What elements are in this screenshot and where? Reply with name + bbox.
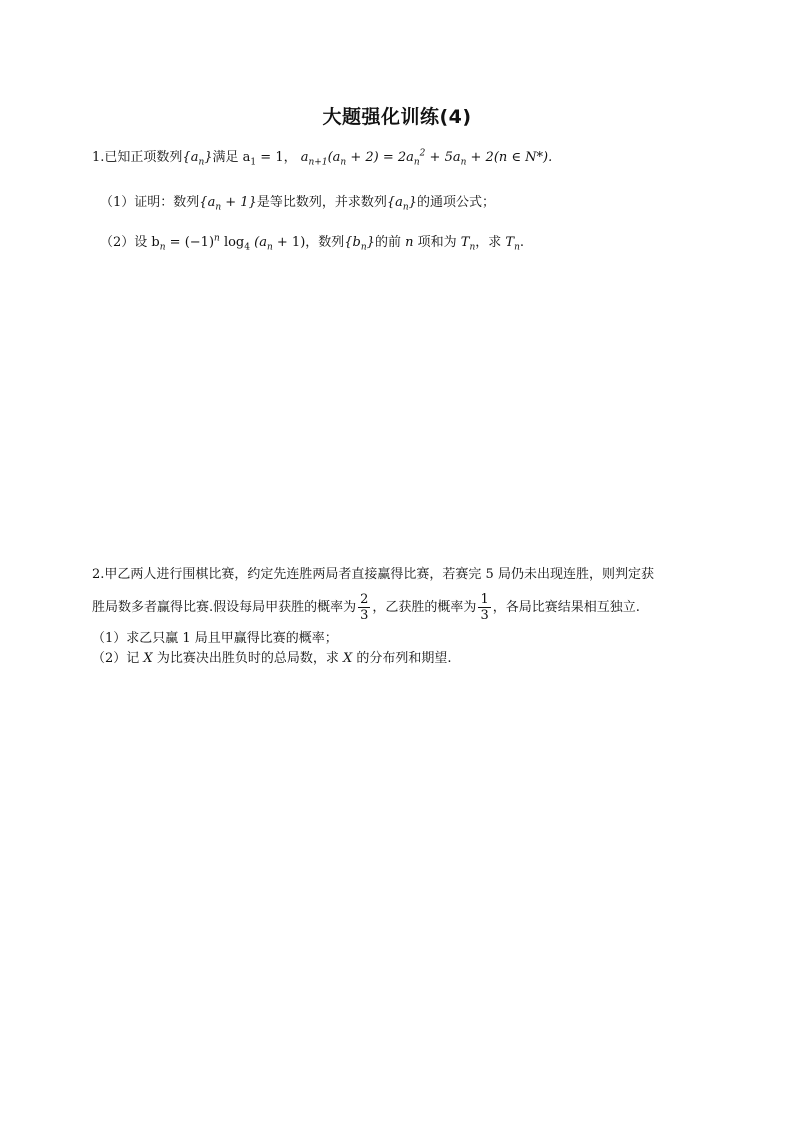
part-text: . [519, 235, 524, 250]
math-recurrence: $a_{n+1}(a_n + 2) = 2a_n^2 + 5a_n + 2(n$ ∈ N*). [296, 148, 553, 168]
math-condition-a1: 满足 $a_1 = 1$， [212, 150, 297, 168]
part-text: ，求 [475, 235, 502, 250]
problem-2-part-2 [92, 647, 732, 666]
problem-2-statement-line-2 [92, 592, 732, 623]
problem-2-part-1: （1）求乙只赢 1 局且甲赢得比赛的概率； [92, 631, 338, 646]
fraction-one-third: $\frac{1}{3}$ [480, 592, 489, 623]
part-text: ，数列 [305, 235, 345, 250]
math-X: X [338, 651, 357, 666]
part-text: 的前 [374, 235, 401, 250]
part-text: ，乙获胜的概率为 [372, 600, 477, 615]
problem-1-statement [92, 146, 732, 168]
problem-2-statement-line-1: 2.甲乙两人进行围棋比赛，约定先连胜两局者直接赢得比赛，若赛完 5 局仍未出现连胜，则判定获 [92, 567, 654, 582]
problem-1-text: 已知正项数列 [104, 150, 183, 165]
math-X: X [139, 651, 157, 666]
math-Tn: $T_n$ [501, 235, 520, 253]
part-text: 的分布列和期望. [356, 651, 452, 666]
part-text: 项和为 [417, 235, 457, 250]
math-seq-an-plus-1: $\{a_n + 1\}$ [199, 195, 257, 213]
math-seq-bn: $\{b_n\}$ [344, 235, 375, 253]
fraction-two-thirds: $\frac{2}{3}$ [360, 592, 369, 623]
part-text: 证明：数列 [134, 195, 200, 210]
part-text: 为比赛决出胜负时的总局数，求 [156, 651, 339, 666]
part-label: （2） [100, 235, 135, 250]
page-title: 大题强化训练(4) [322, 106, 472, 128]
part-text: 的通项公式； [416, 195, 495, 210]
problem-1-part-2 [100, 231, 740, 253]
problem-1-number: 1. [92, 150, 105, 165]
problem-1-part-1 [100, 191, 740, 213]
math-seq-an: $\{a_n\}$ [386, 195, 417, 213]
part-text: 是等比数列，并求数列 [256, 195, 387, 210]
math-seq-an: $\{a_n\}$ [182, 150, 213, 168]
part-text: ，各局比赛结果相互独立. [492, 600, 640, 615]
math-Tn: $T_n$ [456, 235, 476, 253]
part-text: 胜局数多者赢得比赛.假设每局甲获胜的概率为 [92, 600, 357, 615]
part-text: （2）记 [92, 651, 140, 666]
math-bn-definition: 设 $b_n = (-1)^n$ $\log_4 (a_n + 1)$ [134, 233, 306, 253]
math-n: n [400, 235, 418, 250]
part-label: （1） [100, 195, 135, 210]
